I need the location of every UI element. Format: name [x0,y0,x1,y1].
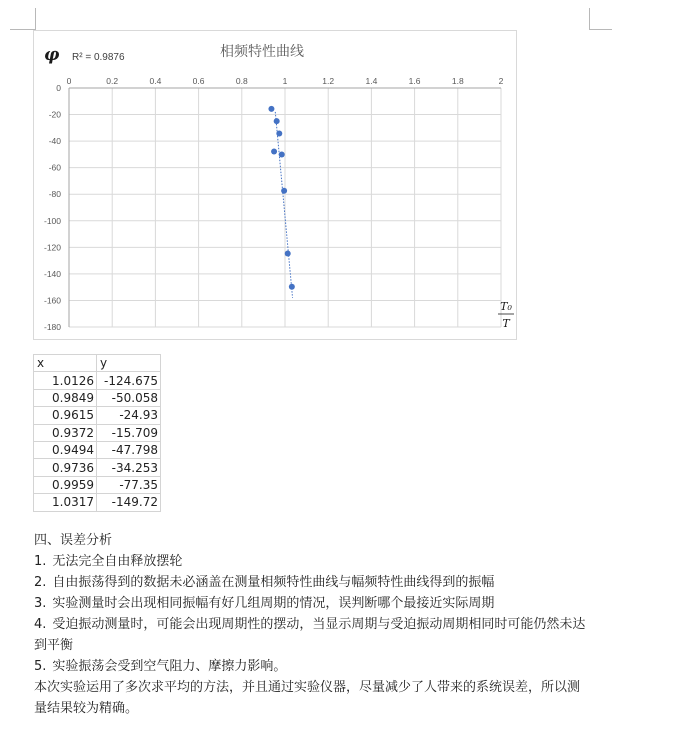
section-heading: 四、误差分析 [34,533,113,548]
list-item [34,572,590,593]
error-analysis-section [34,530,590,719]
chart-data-point [285,251,291,257]
chart-data-point [279,151,285,157]
x-tick-label: 0.8 [235,76,248,86]
y-axis-title: φ [44,45,60,65]
list-item-number: 3. [34,596,47,611]
y-tick-label: -120 [43,242,61,253]
table-cell-y: -15.709 [97,424,161,441]
x-tick-label: 0.4 [149,76,162,86]
table-cell-x: 0.9959 [34,476,97,493]
chart-trendline-layer [275,112,292,298]
x-tick-label: 0.6 [192,76,205,86]
table-row [34,372,161,389]
chart-data-point [271,148,277,154]
table-row [34,441,161,458]
list-item-text: 实验振荡会受到空气阻力、摩擦力影响。 [52,659,287,674]
table-cell-y: -47.798 [97,441,161,458]
y-tick-label: -100 [43,215,61,226]
chart-data-point [276,130,282,136]
chart-data-point [268,106,274,112]
list-item-number: 5. [34,659,47,674]
list-item [34,593,590,614]
x-axis-title-numerator: T₀ [500,300,512,313]
table-row [34,424,161,441]
table-header-y: y [97,355,161,372]
page-corner-mark-left [10,8,36,30]
x-axis-title-denominator: T [502,317,510,330]
chart-data-point [289,284,295,290]
table-row [34,476,161,493]
list-item [34,551,590,572]
table-cell-x: 0.9372 [34,424,97,441]
table-cell-x: 1.0317 [34,494,97,511]
table-cell-x: 0.9849 [34,389,97,406]
list-item [34,614,590,656]
table-cell-x: 0.9615 [34,407,97,424]
table-cell-y: -34.253 [97,459,161,476]
table-header-x: x [34,355,97,372]
table-cell-y: -77.35 [97,476,161,493]
chart-canvas [34,31,518,341]
list-item-text: 受迫振动测量时，可能会出现周期性的摆动，当显示周期与受迫振动周期相同时可能仍然未达到平衡 [34,617,586,653]
table-header-row [34,355,161,372]
chart-title: 相频特性曲线 [220,44,304,60]
r-squared-label: R² = 0.9876 [72,52,125,63]
y-tick-label: -180 [43,322,61,332]
table-cell-y: -24.93 [97,407,161,424]
data-table [33,354,161,512]
phase-frequency-chart[interactable] [33,30,517,340]
chart-trendline [275,112,292,298]
list-item [34,656,590,677]
table-row [34,459,161,476]
x-tick-label: 1.4 [365,76,378,86]
x-tick-label: 1.2 [322,76,335,86]
table-row [34,407,161,424]
chart-data-point [281,188,287,194]
x-tick-label: 0.2 [106,76,119,86]
list-item-number: 2. [34,575,47,590]
table-cell-y: -50.058 [97,389,161,406]
table-row [34,389,161,406]
chart-points [268,106,294,290]
y-tick-label: -40 [48,136,61,147]
list-item-text: 自由振荡得到的数据未必涵盖在测量相频特性曲线与幅频特性曲线得到的振幅 [52,575,495,590]
chart-gridlines [69,88,501,327]
y-tick-label: -60 [48,162,61,173]
y-tick-label: -160 [43,295,61,306]
table-cell-y: -149.72 [97,494,161,511]
list-item-number: 1. [34,554,47,569]
x-tick-label: 1.6 [408,76,421,86]
x-tick-label: 2 [498,76,504,86]
y-tick-label: -140 [43,268,61,279]
x-tick-label: 1.8 [451,76,464,86]
list-item-text: 实验测量时会出现相同振幅有好几组周期的情况，误判断哪个最接近实际周期 [52,596,495,611]
list-item-number: 4. [34,617,47,632]
y-tick-label: 0 [56,83,61,93]
list-item-text: 无法完全自由释放摆轮 [52,554,183,569]
x-tick-label: 0 [66,76,72,86]
y-tick-label: -20 [48,109,61,120]
x-tick-label: 1 [282,76,288,86]
table-cell-x: 0.9736 [34,459,97,476]
chart-data-point [274,118,280,124]
page-corner-mark-right [589,8,612,30]
table-cell-x: 1.0126 [34,372,97,389]
y-tick-label: -80 [48,189,61,200]
table-cell-y: -124.675 [97,372,161,389]
table-row [34,494,161,511]
conclusion-paragraph: 本次实验运用了多次求平均的方法，并且通过实验仪器，尽量减少了人带来的系统误差，所以测量结果较为精确。 [34,680,581,716]
table-cell-x: 0.9494 [34,441,97,458]
